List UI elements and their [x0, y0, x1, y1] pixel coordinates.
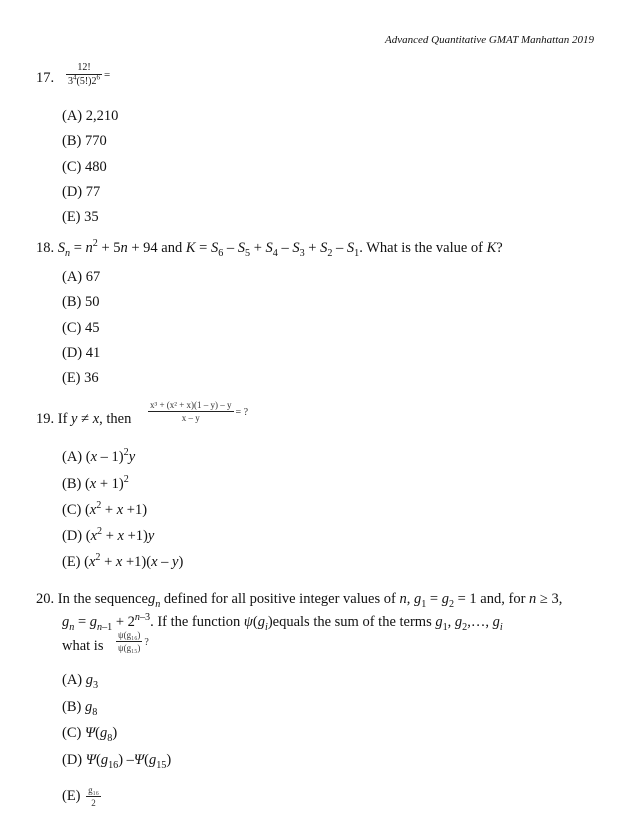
fraction-den-base: 3	[68, 76, 73, 87]
q20-option-b: (B) $g_8$	[62, 699, 98, 718]
q19-fraction-numerator: x³ + (x² + x)(1 – y) – y	[150, 400, 232, 410]
question-17-number: 17.	[36, 70, 55, 86]
q17-option-c: (C) 480	[62, 159, 107, 175]
question-20-line-3: what is	[62, 638, 104, 654]
q20-e-denominator: 2	[91, 798, 96, 808]
fraction-den-rest: (5!)2	[76, 76, 97, 87]
q18-option-c: (C) 45	[62, 320, 100, 336]
q19-equals-question: = ?	[235, 407, 249, 419]
q20-e-numerator: g₁₆	[88, 785, 99, 795]
question-20-line-2: $g_n = g_{n-1} + 2^{n-3}$. If the function $\psi(g_i)equals$ the sum of the terms $g_1$, $g_2,\dots$, $g_i$	[62, 612, 503, 633]
q19-option-e: (E) $(x^2 + x +1)(x - y)$	[62, 552, 184, 570]
q20-option-e: (E) $\frac{\text{g₁₆}}{2}$	[62, 785, 99, 808]
q20-fraction-denominator: ψ(g₁₅)	[118, 643, 141, 653]
q17-option-e: (E) 35	[62, 209, 99, 225]
q19-option-b: (B) $(x + 1)^2$	[62, 474, 129, 492]
fraction-den-exp: 4	[73, 73, 77, 82]
q17-option-a: (A) 2,210	[62, 108, 119, 124]
equals-sign: =	[104, 69, 111, 82]
question-18-stem: 18. $S_n = n^2 + 5n + 94$ and $K = S_6 - S_5 + S_4 - S_3 + S_2 - S_1$. What is the value of K?	[36, 238, 503, 259]
question-19-number: 19.	[36, 411, 55, 427]
question-17-fraction	[64, 62, 110, 87]
question-20-line-1: 20. In the sequenceg$_n$ defined for all positive integer values of n, $g_1 = g_2 = 1$ and, for n ≥ 3,	[36, 591, 563, 610]
question-19-fraction	[146, 400, 248, 423]
q20-fraction-numerator: ψ(g₁₆)	[118, 630, 141, 640]
q18-option-b: (B) 50	[62, 294, 100, 310]
q20-option-c: (C) $\Psi(g_8)$	[62, 725, 118, 744]
question-20-fraction	[114, 630, 149, 653]
q19-option-c: (C) $(x^2 + x +1)$	[62, 500, 148, 518]
question-20-number: 20.	[36, 591, 55, 607]
q20-option-d: (D) $\Psi(g_{16})$ $-\Psi(g_{15})$	[62, 752, 172, 771]
q20-question-mark: ?	[144, 637, 149, 649]
q19-fraction-denominator: x – y	[181, 413, 200, 423]
q18-option-d: (D) 41	[62, 345, 101, 361]
page-header: Advanced Quantitative GMAT Manhattan 2019	[385, 34, 594, 46]
fraction-den-exp2: 6	[96, 73, 100, 82]
q19-option-d: (D) $(x^2 + x +1)y$	[62, 526, 155, 544]
q18-option-a: (A) 67	[62, 269, 101, 285]
q19-option-a: (A) (x – 1)$^2$y	[62, 447, 136, 465]
q20-option-a: (A) $g_3$	[62, 672, 99, 691]
q17-option-d: (D) 77	[62, 184, 101, 200]
fraction-numerator: 12!	[66, 62, 102, 75]
q18-option-e: (E) 36	[62, 370, 99, 386]
q17-option-b: (B) 770	[62, 133, 107, 149]
question-18-number: 18.	[36, 240, 55, 256]
question-19-stem: 19. If y ≠ x, then	[36, 411, 132, 427]
